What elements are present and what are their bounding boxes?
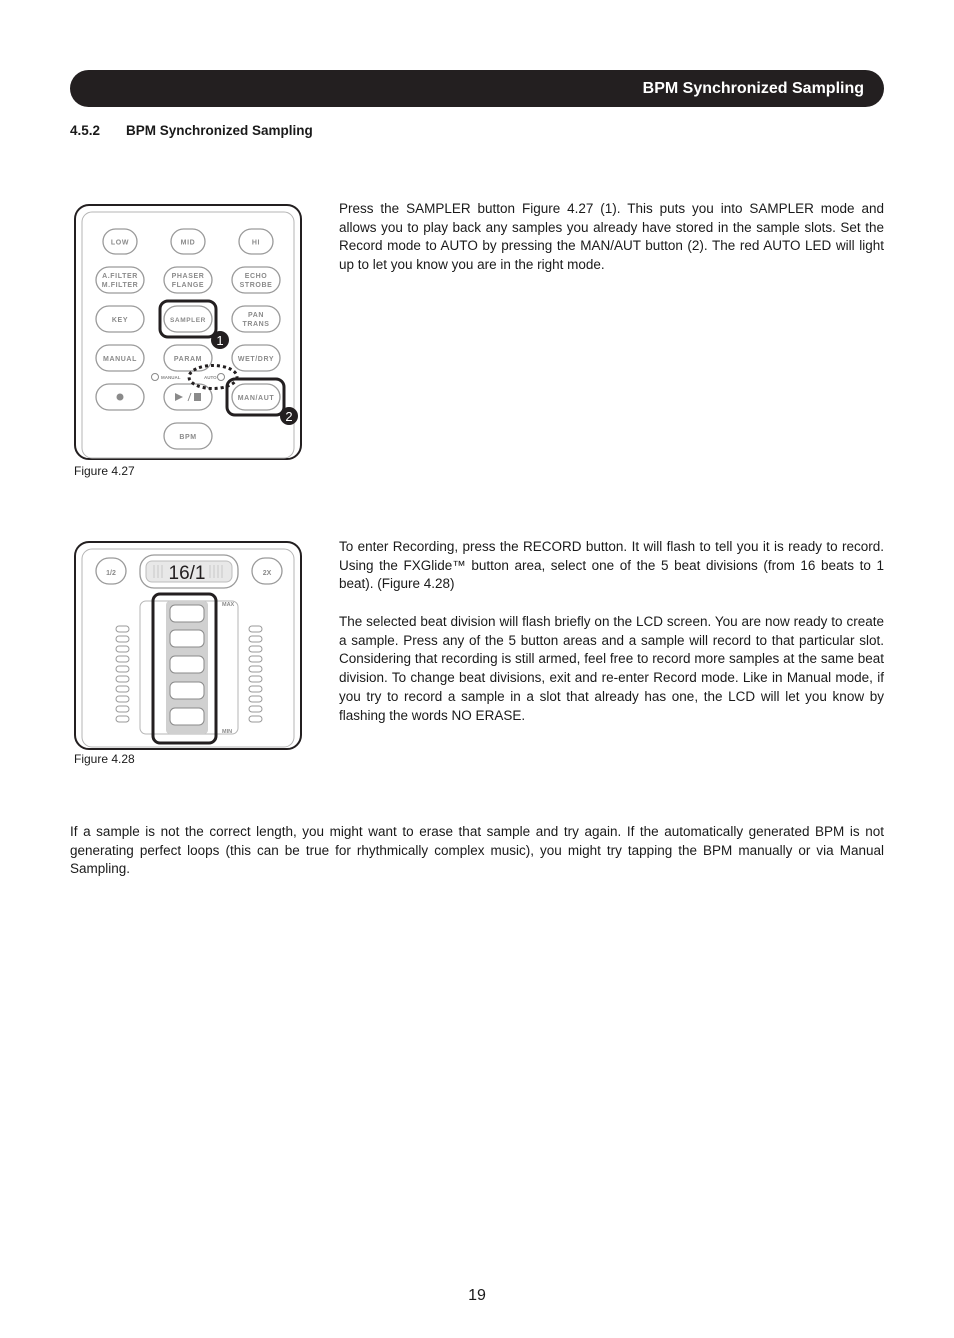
pan-label-2: TRANS <box>242 321 270 328</box>
echo-label-1: ECHO <box>244 273 268 280</box>
hi-label: HI <box>251 239 261 247</box>
beat-division-pad-4[interactable] <box>170 682 204 699</box>
phaser-label-2: FLANGE <box>171 282 205 289</box>
mid-label: MID <box>180 239 196 247</box>
beat-division-pad-2[interactable] <box>170 630 204 647</box>
fxglide-panel-illustration <box>74 541 304 753</box>
section-heading <box>70 123 313 138</box>
afilter-label-1: A.FILTER <box>102 273 138 280</box>
key-label: KEY <box>111 317 129 324</box>
echo-strobe-button[interactable] <box>232 267 280 293</box>
manual-led-icon <box>152 374 159 381</box>
controller-panel-illustration <box>74 204 304 462</box>
page-number: 19 <box>468 1287 486 1304</box>
figure-4-27 <box>74 204 304 467</box>
callout-1-label: 1 <box>216 333 224 348</box>
figure-4-28-caption: Figure 4.28 <box>74 752 135 766</box>
bpm-label: BPM <box>179 434 197 441</box>
phaser-label-1: PHASER <box>171 273 205 280</box>
wetdry-label: WET/DRY <box>237 356 275 363</box>
auto-led-label: AUTO <box>204 375 217 380</box>
pan-label-1: PAN <box>247 312 265 319</box>
paragraph-enter-recording: To enter Recording, press the RECORD button. It will flash to tell you it is ready to record. Using the FXGlide™ button area, select one of the 5 beat divisions (from 16 beats to 1 beat). (Figure 4.28) <box>339 539 884 592</box>
param-label: PARAM <box>173 356 203 363</box>
afilter-label-2: M.FILTER <box>101 282 139 289</box>
figure-4-27-caption: Figure 4.27 <box>74 464 135 478</box>
section-title: BPM Synchronized Sampling <box>126 123 313 138</box>
paragraph-sample-length: If a sample is not the correct length, you might want to erase that sample and try again. If the automatically generated BPM is not generating perfect loops (this can be true for rhythmically complex music), you might try tapping the BPM manually or via Manual Sampling. <box>70 824 884 877</box>
section-number: 4.5.2 <box>70 123 101 138</box>
manual-label: MANUAL <box>103 356 137 363</box>
figure-4-28 <box>74 541 304 758</box>
manual-led-label: MANUAL <box>161 375 181 380</box>
callout-2-label: 2 <box>285 409 293 424</box>
record-dot-icon <box>117 394 124 401</box>
page-header-title: BPM Synchronized Sampling <box>642 80 864 97</box>
beat-division-pad-1[interactable] <box>170 605 204 622</box>
sampler-label: SAMPLER <box>170 317 206 324</box>
beat-division-pad-3[interactable] <box>170 656 204 673</box>
min-label: MIN <box>222 729 233 735</box>
phaser-flange-button[interactable] <box>164 267 212 293</box>
paragraph-sampler-mode: Press the SAMPLER button Figure 4.27 (1). This puts you into SAMPLER mode and allows you to play back any samples you already have stored in the sample slots. Set the Record mode to AUTO by pressing the MAN/AUT button (2). The red AUTO LED will light up to let you know you are in the right mode. <box>339 201 884 273</box>
lcd-readout: 16/1 <box>168 563 206 584</box>
paragraph-beat-division: The selected beat division will flash briefly on the LCD screen. You are now ready to create a sample. Press any of the 5 button areas and a sample will record to that particular slot. Considering that recording is still armed, feel free to record more samples at the same beat division. To change beat divisions, exit and re-enter Record mode. Like in Manual mode, if you try to record a sample in a slot that already has one, the LCD will let you know by flashing the words NO ERASE. <box>339 614 884 723</box>
pan-trans-button[interactable] <box>232 306 280 332</box>
auto-led-icon <box>218 374 225 381</box>
double-label: 2X <box>262 570 272 577</box>
max-label: MAX <box>222 602 235 608</box>
half-label: 1/2 <box>106 570 116 577</box>
afilter-button[interactable] <box>96 267 144 293</box>
low-label: LOW <box>110 239 130 247</box>
page-header-bar <box>70 70 884 107</box>
beat-division-pad-5[interactable] <box>170 708 204 725</box>
echo-label-2: STROBE <box>239 282 273 289</box>
manaut-label: MAN/AUT <box>237 395 275 402</box>
